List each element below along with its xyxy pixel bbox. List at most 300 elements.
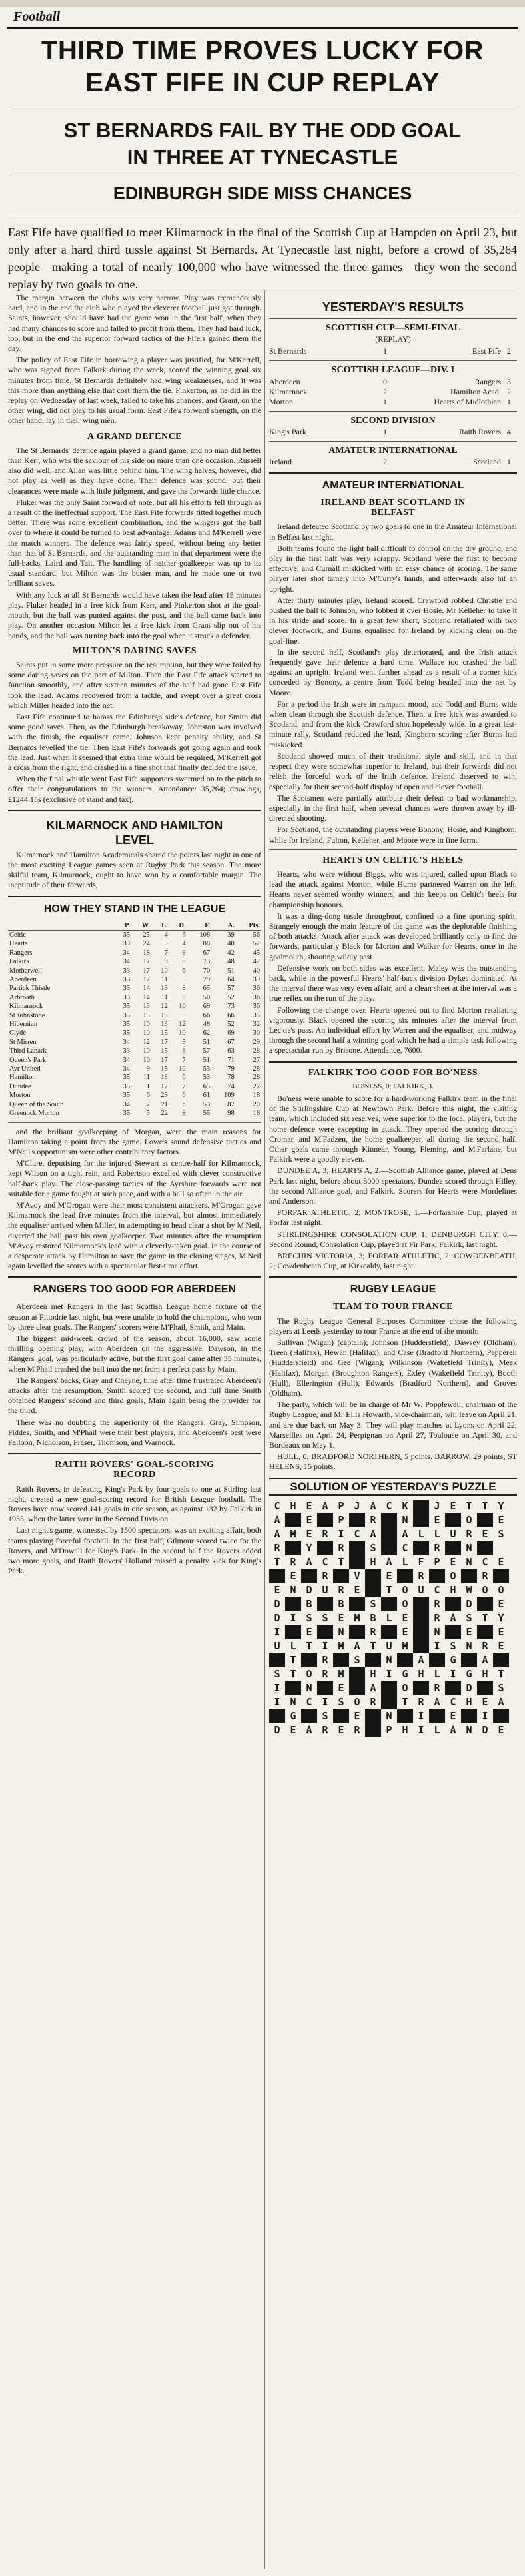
article-paragraph: Bo'ness were unable to score for a hard-working Falkirk team in the final of the Stirlingshire Cup at Newtown Park. Before this night, the visiting team, which included six reserves, were superior to the local players, but the home defence were excepting in attack. They opened the scoring through Cromar, and M'Fadzen, the home goalkeeper, all during the second half. Other goals came through Kinnear, Young, Fleming, and M'Farlane, but Falkirk were a goodly eleven. — [269, 1093, 517, 1164]
article-paragraph: In the second half, Scotland's play deteriorated, and the Irish attack frequently gave their defence a hard time. Wallace too crashed the ball against an upright. Ireland went further ahead as a result of a corner kick conceded by Bonony, a centre from Todd being headed into the net by Moore. — [269, 647, 517, 697]
home-score: 2 — [383, 457, 387, 467]
crossword-letter: J — [434, 1500, 440, 1512]
table-cell: 53 — [203, 1100, 211, 1108]
crossword-letter: E — [450, 1709, 456, 1722]
table-cell: 17 — [161, 1056, 168, 1064]
crossword-black-square — [365, 1709, 381, 1723]
article-paragraph: Following the change over, Hearts opened out to find Morton retaliating vigorously. Black opened the scoring six minutes after the interval from Leckie's pass. An individual effort by Warren and the equaliser, and midway through the second half a winning goal which he had a simple task following a spectacular run by Brisone. Attendance, 7600. — [269, 1005, 517, 1055]
table-cell: 15 — [161, 1011, 168, 1019]
table-cell: 79 — [227, 1065, 235, 1073]
table-cell: 15 — [143, 1011, 150, 1019]
crossword-black-square — [317, 1513, 333, 1527]
table-cell: 109 — [223, 1092, 235, 1100]
crossword-letter: A — [498, 1695, 504, 1708]
article-paragraph: Raith Rovers, in defeating King's Park by four goals to one at Stirling last night, created a new goal-scoring record for British League football. The Rovers have now scored 141 goals in one season, as against 132 by Falkirk in 1935, when the latter were in the Second Division. — [8, 1484, 261, 1524]
crossword-letter: D — [274, 1723, 280, 1736]
crossword-black-square — [349, 1513, 365, 1527]
table-cell: 35 — [123, 1092, 130, 1100]
crossword-letter: E — [386, 1569, 392, 1582]
table-cell: 10 — [161, 967, 168, 975]
crossword-black-square — [381, 1597, 397, 1611]
crossword-letter: O — [402, 1681, 408, 1694]
table-cell: Hearts — [9, 940, 28, 948]
article-paragraph: The margin between the clubs was very narrow. Play was tremendously hard, and in the end the club who played the cleverer football just got through. Saints, however, should have had the game won in the first half, when they had many chances to score and failed to profit from them. They had hard luck, too, but in the end the superior forward tactics of the Fifers gained them the day. — [8, 293, 261, 354]
crossword-letter: A — [322, 1500, 328, 1512]
crossword-letter: C — [274, 1500, 280, 1512]
crossword-letter: E — [434, 1513, 440, 1526]
home-score: 2 — [383, 386, 387, 396]
table-row — [8, 957, 261, 966]
crossword-black-square — [301, 1653, 317, 1667]
crosshead: MILTON'S DARING SAVES — [72, 645, 197, 656]
crossword-letter: C — [450, 1695, 456, 1708]
article-paragraph: BRECHIN VICTORIA, 3; FORFAR ATHLETIC, 2. COWDENBEATH, 2; Cowdenbeath Cup, at Kirkcaldy, last night. — [269, 1251, 517, 1271]
article-paragraph: With any luck at all St Bernards would have taken the lead after 15 minutes play. Fluker headed in a free kick from Kerr, and Pinkerton shot at the goal-mouth, but the ball was punted against the post, and the ball came back into play. On another occasion Milton let a free kick from Grant slip out of his hands, and the ball was turning back into the goal when it struck a defender. — [8, 590, 261, 640]
table-row — [8, 1100, 261, 1109]
crossword-letter: E — [290, 1569, 296, 1582]
table-cell: 6 — [182, 1074, 186, 1082]
crossword-letter: T — [482, 1611, 488, 1624]
article-paragraph: It was a ding-dong tussle throughout, confined to a fine sporting spirit. Strangely enough the main feature of the game was the deplorable finishing of both attacks. Attack after attack was developed brilliantly only to find the forwards, particularly Black for Morton and Walker for Hearts, once in the goalmouth, shooting wildly past. — [269, 911, 517, 961]
table-cell: 35 — [123, 985, 130, 993]
article-paragraph: Scotland showed much of their traditional style and skill, and in that respect they were somewhat superior to Ireland, but their forwards did not relish the forceful work of the Irish defence. Ireland deserved to win, especially for their second-half display of open and clever football. — [269, 751, 517, 791]
table-cell: 24 — [143, 940, 150, 948]
results-box — [269, 300, 517, 467]
crossword-letter: R — [322, 1653, 328, 1666]
cup-title: SCOTTISH CUP—SEMI-FINAL — [326, 323, 460, 333]
table-cell: 8 — [182, 958, 186, 966]
crossword-black-square — [349, 1597, 365, 1611]
crossword-letter: U — [386, 1639, 392, 1652]
table-cell: 108 — [199, 931, 211, 939]
table-cell: Hibernian — [9, 1021, 37, 1029]
crossword-letter: S — [450, 1639, 456, 1652]
raith-headline-line-2: RECORD — [113, 1470, 156, 1480]
table-cell: 18 — [253, 1110, 260, 1118]
col-header: P. — [113, 921, 131, 931]
crossword-letter: E — [402, 1625, 408, 1638]
table-cell: 18 — [143, 949, 150, 957]
divider — [8, 896, 261, 897]
crossword-letter: E — [498, 1597, 504, 1610]
crossword-letter: T — [402, 1695, 408, 1708]
table-cell: 74 — [227, 1082, 235, 1090]
table-row — [8, 1038, 261, 1047]
table-cell: 79 — [203, 976, 211, 983]
table-cell: 4 — [164, 931, 168, 939]
crossword-letter: C — [402, 1541, 408, 1554]
table-cell: 53 — [203, 1074, 211, 1082]
table-cell: 5 — [164, 940, 168, 948]
article-paragraph: The St Bernards' defence again played a grand game, and no man did better than Kerr, who was the saviour of his side on more than one occasion. Russell also did well, and Allan was little behind him. The wing halves, however, did not play as well as they have done. Their defence was sound, but their clearances were made with little judgment, and gave the forwards little chance. — [8, 445, 261, 496]
crossword-grid — [269, 1500, 517, 1737]
table-cell: 4 — [182, 940, 186, 948]
article-paragraph: The biggest mid-week crowd of the season, about 16,000, saw some thrilling opening play, with Aberdeen on the aggressive. Dawson, in the Rangers' goal, was particularly active, but the first goal came after 35 minutes, when M'Phail crashed the ball into the net from a perfect pass by Main. — [8, 1333, 261, 1374]
crossword-black-square — [365, 1723, 381, 1737]
table-cell: 10 — [143, 1056, 150, 1064]
table-cell: 5 — [182, 1011, 186, 1019]
table-cell: 7 — [164, 949, 168, 957]
article-paragraph: Saints put in some more pressure on the resumption, but they were foiled by some daring saves on the part of Milton. Then the East Fife attack started to function smoothly, and after sixteen minutes of the half had gone East Fife took the lead. Adams recovered from a tackle, and swept over a great cross which Miller headed into the net. — [8, 659, 261, 710]
result-row — [269, 377, 517, 387]
crossword-letter: H — [402, 1723, 408, 1736]
crossword-letter: C — [482, 1555, 488, 1568]
table-cell: 6 — [146, 1092, 150, 1100]
table-row — [8, 984, 261, 993]
crossword-letter: H — [466, 1695, 472, 1708]
crosshead: A GRAND DEFENCE — [87, 431, 183, 442]
crossword-letter: R — [322, 1723, 328, 1736]
article-paragraph: When the final whistle went East Fife supporters swarmed on to the pitch to offer their congratulations to the winners. Attendance: 35,264; drawings, £1244 15s (exclusive of stand and tax). — [8, 774, 261, 804]
crossword-row — [269, 1555, 517, 1569]
article-paragraph: Fluker was the only Saint forward of note, but all his efforts fell through as a result of the ineffectual support. The East Fife forwards fitted together much better. There was some excellent combination, and the wingers got the ball over to where it could be turned to best advantage. Adams and M'Kerrell were the match winners. The defence was fairly speed, without being any better than that of St Bernards, and the outstanding man in that department were the full-backs, Laird and Tait. The handling of neither goalkeeper was up to its usual standard, but Milton was the busier man, and he made one or two brilliant saves. — [8, 497, 261, 588]
article-paragraph: The policy of East Fife in borrowing a player was justified, for M'Kerrell, who was signed from Falkirk during the week, scored the winning goal six minutes from time. St Bernards definitely had wing weaknesses, and it was this more than anything else that cost them the tie. Finkerton, as he did in the replay on Wednesday of last week, failed to take his chances, and Grant, on the other wing, did not play to his usual form. East Fife's forward strength, on the other hand, lay in their wing men. — [8, 355, 261, 426]
crossword-letter: F — [418, 1555, 424, 1568]
crossword-letter: T — [290, 1667, 296, 1680]
table-cell: 57 — [203, 1047, 211, 1055]
cup-subtitle: (REPLAY) — [375, 334, 411, 344]
crossword-letter: E — [338, 1681, 344, 1694]
away-team: Raith Rovers — [459, 426, 501, 436]
table-cell: 66 — [227, 1011, 235, 1019]
col-header: A. — [211, 921, 236, 931]
crossword-letter: G — [290, 1709, 296, 1722]
crossword-letter: H — [418, 1667, 424, 1680]
crossword-black-square — [413, 1611, 429, 1625]
table-row — [8, 1029, 261, 1037]
article-paragraph: Hearts, who were without Biggs, who was injured, called upon Black to lead the attack against Morton, while Hume partnered Warren on the left. Hearts never seemed worthy winners, and this keeps on Celtic's heels for championship honours. — [269, 869, 517, 909]
article-paragraph: HULL, 0; BRADFORD NORTHERN, 5 points. BARROW, 29 points; ST HELENS, 15 points. — [269, 1452, 517, 1472]
crossword-letter: P — [386, 1723, 392, 1736]
home-team: Kilmarnock — [269, 386, 308, 396]
crossword-letter: T — [290, 1653, 296, 1666]
table-row — [8, 949, 261, 957]
headline-line-1: THIRD TIME PROVES LUCKY FOR — [41, 36, 484, 65]
crossword-row — [269, 1695, 517, 1709]
crossword-black-square — [285, 1541, 301, 1555]
away-score: 1 — [507, 396, 511, 406]
crossword-letter: S — [370, 1597, 376, 1610]
crossword-letter: D — [274, 1611, 280, 1624]
table-cell: 12 — [179, 1021, 186, 1029]
crossword-black-square — [397, 1569, 413, 1583]
divider — [269, 472, 517, 474]
crossword-letter: I — [274, 1681, 280, 1694]
crossword-letter: E — [466, 1625, 472, 1638]
table-cell: 98 — [227, 1110, 235, 1118]
article-paragraph: The Scotsmen were partially attribute their defeat to bad workmanship, especially in the first half, when several chances were thrown away by ill-directed shooting. — [269, 793, 517, 823]
league-table-header — [8, 921, 261, 931]
crossword-letter: U — [274, 1639, 280, 1652]
crossword-letter: A — [306, 1555, 312, 1568]
table-cell: 69 — [203, 1003, 211, 1011]
crossword-letter: A — [450, 1611, 456, 1624]
table-cell: 8 — [182, 993, 186, 1001]
crossword-letter: D — [466, 1597, 472, 1610]
crossword-black-square — [477, 1681, 493, 1695]
crossword-row — [269, 1513, 517, 1527]
table-row — [8, 993, 261, 1002]
away-team: Rangers — [474, 376, 501, 386]
crossword-letter: T — [482, 1500, 488, 1512]
crossword-black-square — [349, 1625, 365, 1639]
crossword-letter: O — [306, 1667, 312, 1680]
crossword-row — [269, 1611, 517, 1625]
crossword-letter: E — [450, 1555, 456, 1568]
table-cell: 20 — [253, 1100, 260, 1108]
crossword-black-square — [413, 1639, 429, 1653]
table-cell: 12 — [143, 1038, 150, 1046]
crossword-letter: Y — [498, 1500, 504, 1512]
table-row — [8, 1056, 261, 1065]
crossword-letter: O — [498, 1583, 504, 1596]
away-score: 4 — [507, 426, 511, 436]
home-score: 1 — [383, 346, 387, 356]
table-cell: 66 — [203, 1011, 211, 1019]
col-header: D. — [169, 921, 187, 931]
crossword-letter: R — [322, 1527, 328, 1540]
crossword-letter: M — [402, 1639, 408, 1652]
crossword-row — [269, 1625, 517, 1639]
crossword-black-square — [413, 1500, 429, 1513]
table-cell: 9 — [164, 958, 168, 966]
table-cell: 33 — [123, 1047, 130, 1055]
div2-title: SECOND DIVISION — [350, 415, 436, 426]
table-cell: 69 — [227, 1029, 235, 1037]
table-cell: 40 — [253, 967, 260, 975]
home-score: 0 — [383, 376, 387, 386]
table-cell: 17 — [143, 967, 150, 975]
divider — [269, 411, 517, 412]
table-cell: 15 — [161, 1029, 168, 1037]
crossword-letter: H — [482, 1667, 488, 1680]
crossword-letter: B — [370, 1611, 376, 1624]
table-cell: 33 — [123, 940, 130, 948]
crossword-black-square — [429, 1653, 445, 1667]
table-cell: 13 — [143, 1003, 150, 1011]
table-cell: 78 — [227, 1074, 235, 1082]
ireland-headline-line-2: BELFAST — [370, 508, 416, 518]
table-cell: Queen's Park — [9, 1056, 47, 1064]
crossword-letter: O — [354, 1695, 360, 1708]
table-cell: 8 — [182, 985, 186, 993]
divider — [8, 810, 261, 811]
crossword-row — [269, 1639, 517, 1653]
crossword-letter: P — [338, 1513, 344, 1526]
divider — [8, 1122, 261, 1123]
crossword-black-square — [349, 1681, 365, 1695]
table-cell: 14 — [143, 993, 150, 1001]
crossword-letter: L — [290, 1639, 296, 1652]
crossword-letter: H — [290, 1500, 296, 1512]
top-rule — [7, 27, 518, 29]
table-cell: 11 — [143, 1082, 150, 1090]
crossword-letter: O — [450, 1569, 456, 1582]
table-cell: 45 — [253, 949, 260, 957]
crossword-black-square — [461, 1653, 477, 1667]
article-paragraph: There was no doubting the superiority of the Rangers. Gray, Simpson, Fiddes, Smith, and M'Phail were their best players, and Aberdeen's best were Falloon, Nicholson, Fraser, Thomson, and Warnock. — [8, 1417, 261, 1447]
crossword-black-square — [301, 1569, 317, 1583]
hearts-headline: HEARTS ON CELTIC'S HEELS — [322, 855, 464, 865]
crossword-letter: P — [338, 1500, 344, 1512]
crossword-black-square — [445, 1681, 461, 1695]
table-cell: 10 — [143, 1029, 150, 1037]
amateur-headline: AMATEUR INTERNATIONAL — [322, 480, 464, 492]
crossword-title: SOLUTION OF YESTERDAY'S PUZZLE — [269, 1478, 517, 1496]
home-team: St Bernards — [269, 346, 307, 356]
crossword-black-square — [381, 1541, 397, 1555]
crossword-black-square — [477, 1541, 493, 1555]
crossword-letter: E — [498, 1625, 504, 1638]
crossword-letter: A — [482, 1653, 488, 1666]
crossword-letter: T — [386, 1583, 392, 1596]
crossword-letter: M — [338, 1639, 344, 1652]
home-team: Ireland — [269, 457, 292, 467]
table-row — [8, 967, 261, 975]
away-team: Scotland — [473, 457, 501, 467]
crossword-black-square — [365, 1653, 381, 1667]
table-cell: 22 — [161, 1110, 168, 1118]
crossword-letter: S — [466, 1611, 472, 1624]
table-row — [8, 939, 261, 948]
crossword-letter: R — [418, 1695, 424, 1708]
crossword-letter: L — [434, 1723, 440, 1736]
table-cell: 48 — [203, 1021, 211, 1029]
crossword-letter: G — [450, 1653, 456, 1666]
crossword-black-square — [461, 1569, 477, 1583]
league-table — [8, 921, 261, 1118]
rangers-headline: RANGERS TOO GOOD FOR ABERDEEN — [33, 1284, 237, 1296]
crossword-letter: R — [418, 1569, 424, 1582]
crossword-black-square — [269, 1569, 285, 1583]
table-cell: Arbroath — [9, 993, 35, 1001]
table-cell: 9 — [182, 949, 186, 957]
crossword-black-square — [317, 1625, 333, 1639]
crossword-letter: M — [290, 1527, 296, 1540]
crossword-black-square — [397, 1709, 413, 1723]
table-cell: 33 — [123, 976, 130, 983]
article-paragraph: Ireland defeated Scotland by two goals to one in the Amateur International in Belfast last night. — [269, 522, 517, 542]
right-column — [269, 293, 517, 1737]
table-cell: 29 — [253, 1038, 260, 1046]
result-row — [269, 457, 517, 467]
amateur-results — [269, 457, 517, 467]
table-cell: 10 — [179, 1029, 186, 1037]
crossword-letter: E — [306, 1527, 312, 1540]
headline-line-2: EAST FIFE IN CUP REPLAY — [85, 68, 440, 97]
crossword-black-square — [285, 1597, 301, 1611]
crossword-letter: S — [370, 1541, 376, 1554]
divider — [269, 849, 517, 850]
table-cell: Kilmarnock — [9, 1003, 43, 1011]
crossword-letter: E — [498, 1639, 504, 1652]
table-cell: 36 — [253, 1003, 260, 1011]
crossword-letter: D — [274, 1597, 280, 1610]
crossword-black-square — [477, 1625, 493, 1639]
crossword-row — [269, 1723, 517, 1737]
article-paragraph: FORFAR ATHLETIC, 2; MONTROSE, 1.—Forfarshire Cup, played at Forfar last night. — [269, 1208, 517, 1228]
crossword-letter: O — [482, 1583, 488, 1596]
league-table-body — [8, 930, 261, 1118]
crossword-row — [269, 1541, 517, 1555]
table-row — [8, 975, 261, 984]
article-paragraph: STIRLINGSHIRE CONSOLATION CUP, 1; DENBURGH CITY, 0.—Second Round, Consolation Cup, played at Fir Park, Falkirk, last night. — [269, 1229, 517, 1249]
divider — [269, 1276, 517, 1278]
table-cell: 56 — [253, 931, 260, 939]
crossword-letter: G — [402, 1667, 408, 1680]
crossword-letter: E — [498, 1555, 504, 1568]
table-cell: 35 — [123, 1021, 130, 1029]
crossword-letter: P — [434, 1555, 440, 1568]
crossword-letter: R — [370, 1625, 376, 1638]
table-cell: 51 — [227, 967, 235, 975]
crossword-letter: N — [386, 1653, 392, 1666]
crossword-letter: M — [354, 1611, 360, 1624]
crossword-row — [269, 1569, 517, 1583]
article-paragraph: Aberdeen met Rangers in the last Scottish League home fixture of the season at Pittodrie last night, but were unable to hold the champions, who won by three clear goals. The Rangers' scorers were M'Phail, Smith, and Main. — [8, 1302, 261, 1332]
table-cell: 35 — [123, 1110, 130, 1118]
table-cell: 42 — [227, 949, 235, 957]
table-cell: 6 — [182, 931, 186, 939]
table-cell: 64 — [227, 976, 235, 983]
away-score: 1 — [507, 457, 511, 467]
table-cell: 7 — [182, 1056, 186, 1064]
crossword-black-square — [301, 1709, 317, 1723]
crossword-letter: E — [354, 1709, 360, 1722]
crossword-letter: A — [370, 1500, 376, 1512]
table-cell: 39 — [227, 931, 235, 939]
crossword-black-square — [413, 1681, 429, 1695]
rugby-subheadline: TEAM TO TOUR FRANCE — [333, 1302, 453, 1312]
article-paragraph: Sullivan (Wigan) (captain); Johnson (Huddersfield), Dawsey (Oldham), Treen (Halifax), Hewan (Halifax), and Case (Bradford Northern), Pepperell (Huddersfield) and Gee (Wigan); Wilkinson (Wakefield Trinity), Meek (Halifax), Morgan (Broughton Rangers), Exley (Wakefield Trinity), Booth (Hull), Ellerington (Hull), Edwards (Bradford Northern), and Groves (Oldham). — [269, 1338, 517, 1398]
table-cell: 10 — [143, 1021, 150, 1029]
table-cell: 34 — [123, 958, 130, 966]
crossword-letter: E — [306, 1500, 312, 1512]
table-cell: Motherwell — [9, 967, 42, 975]
table-cell: Celtic — [9, 931, 27, 939]
crossword-letter: E — [338, 1723, 344, 1736]
col-header: L. — [151, 921, 169, 931]
crossword-letter: A — [402, 1527, 408, 1540]
table-cell: 35 — [123, 1003, 130, 1011]
table-cell: 73 — [227, 1003, 235, 1011]
crossword-letter: R — [482, 1569, 488, 1582]
table-cell: Falkirk — [9, 958, 30, 966]
table-cell: 34 — [123, 1100, 130, 1108]
table-cell: Greenock Morton — [9, 1110, 59, 1118]
table-cell: 35 — [123, 931, 130, 939]
crossword-letter: I — [290, 1611, 296, 1624]
left-column — [8, 293, 261, 1577]
table-cell: St Johnstone — [9, 1011, 45, 1019]
crossword-black-square — [317, 1597, 333, 1611]
home-team: Morton — [269, 396, 293, 406]
crossword-row — [269, 1597, 517, 1611]
crossword-black-square — [317, 1681, 333, 1695]
table-cell: Morton — [9, 1092, 31, 1100]
table-cell: 40 — [227, 940, 235, 948]
crossword-letter: I — [482, 1709, 488, 1722]
crossword-black-square — [269, 1709, 285, 1723]
table-cell: 34 — [123, 1056, 130, 1064]
table-cell: 15 — [161, 1065, 168, 1073]
amateur-results-title: AMATEUR INTERNATIONAL — [328, 445, 458, 456]
table-cell: 21 — [161, 1100, 168, 1108]
crossword-letter: S — [338, 1695, 344, 1708]
table-cell: 52 — [253, 940, 260, 948]
article-paragraph: The Rugby League General Purposes Committee chose the following players at Leeds yesterday to tour France at the end of the month:— — [269, 1316, 517, 1336]
table-cell: 18 — [253, 1092, 260, 1100]
